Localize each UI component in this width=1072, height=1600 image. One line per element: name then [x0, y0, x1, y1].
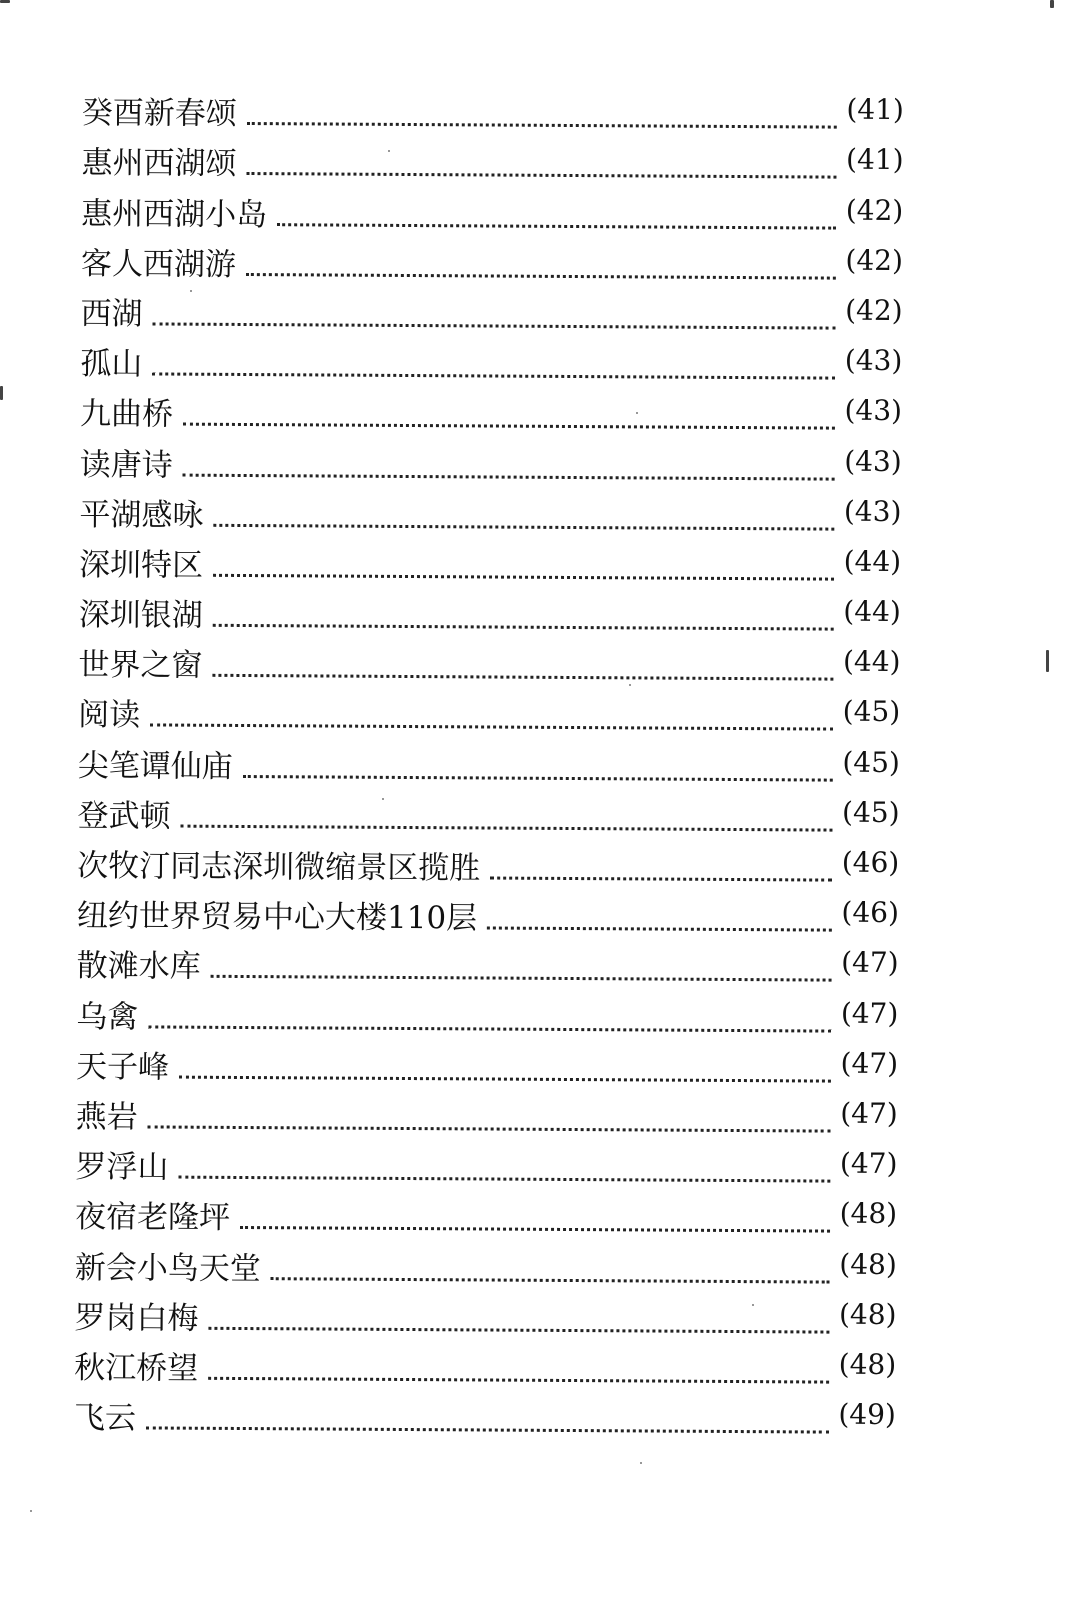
toc-dot-leader — [246, 273, 836, 280]
toc-entry-title: 尖笔谭仙庙 — [77, 747, 233, 785]
toc-entry-title: 读唐诗 — [79, 446, 173, 484]
toc-entry — [80, 339, 902, 394]
toc-dot-leader — [487, 927, 831, 932]
toc-entry — [76, 1092, 898, 1147]
toc-dot-leader — [211, 975, 832, 982]
toc-entry-title: 癸酉新春颂 — [81, 95, 237, 133]
toc-entry-page-number: (43) — [844, 393, 903, 428]
toc-entry-page-number: (44) — [843, 594, 901, 629]
toc-entry — [80, 439, 902, 494]
toc-entry — [74, 1292, 896, 1347]
toc-entry-page-number: (47) — [840, 1096, 898, 1130]
toc-dot-leader — [240, 1226, 830, 1233]
toc-entry-page-number: (41) — [845, 143, 904, 177]
speck — [30, 1510, 32, 1512]
toc-entry — [79, 489, 901, 544]
toc-entry — [74, 1393, 896, 1448]
toc-entry-title: 飞云 — [73, 1400, 136, 1437]
toc-entry-title: 新会小鸟天堂 — [74, 1249, 261, 1287]
toc-entry-title: 乌禽 — [76, 998, 139, 1035]
toc-entry-page-number: (42) — [845, 193, 904, 227]
toc-dot-leader — [150, 724, 833, 731]
toc-entry-title: 罗岗白梅 — [74, 1299, 199, 1337]
toc-entry — [76, 941, 898, 996]
scan-edge-mark-top-right — [1050, 0, 1054, 8]
toc-entry-title: 罗浮山 — [75, 1149, 169, 1186]
toc-entry — [77, 841, 899, 896]
toc-entry-title: 惠州西湖颂 — [81, 145, 237, 183]
toc-dot-leader — [277, 223, 836, 229]
scan-edge-mark-top-left — [0, 0, 10, 3]
toc-entry — [81, 239, 903, 294]
toc-dot-leader — [213, 523, 834, 530]
toc-entry-title: 散滩水库 — [76, 948, 201, 986]
toc-entry — [75, 1242, 897, 1297]
toc-entry-title: 深圳银湖 — [78, 597, 203, 634]
toc-dot-leader — [183, 473, 835, 480]
toc-entry — [75, 1192, 897, 1247]
toc-entry-page-number: (47) — [840, 1046, 899, 1080]
speck — [640, 1462, 642, 1464]
toc-entry — [82, 88, 904, 143]
toc-entry-page-number: (43) — [844, 444, 902, 478]
toc-entry-title: 天子峰 — [75, 1048, 170, 1086]
toc-entry-page-number: (45) — [842, 695, 901, 729]
toc-entry-page-number: (48) — [839, 1196, 898, 1231]
toc-dot-leader — [246, 172, 836, 179]
toc-entry — [78, 640, 900, 695]
toc-entry-title: 夜宿老隆坪 — [74, 1199, 231, 1237]
toc-entry — [74, 1343, 896, 1398]
toc-entry — [80, 389, 902, 444]
toc-entry — [79, 590, 901, 645]
toc-dot-leader — [178, 1176, 830, 1183]
toc-dot-leader — [152, 373, 835, 380]
toc-entry — [80, 289, 902, 344]
toc-entry-title: 客人西湖游 — [80, 245, 237, 283]
toc-entry-page-number: (45) — [842, 745, 900, 779]
toc-dot-leader — [271, 1277, 830, 1283]
toc-entry-page-number: (47) — [841, 946, 899, 980]
toc-entry-title: 西湖 — [80, 295, 143, 333]
toc-entry-page-number: (41) — [846, 92, 904, 127]
toc-entry-title: 九曲桥 — [79, 396, 174, 433]
scan-edge-mark-right — [1046, 650, 1049, 672]
toc-entry-page-number: (42) — [845, 293, 903, 327]
toc-dot-leader — [208, 1326, 829, 1333]
toc-dot-leader — [213, 624, 834, 631]
toc-entry-title: 惠州西湖小岛 — [81, 195, 268, 233]
toc-dot-leader — [213, 574, 834, 581]
toc-entry-page-number: (47) — [839, 1146, 898, 1181]
toc-entry — [76, 991, 898, 1046]
toc-entry — [81, 138, 903, 193]
toc-entry-page-number: (49) — [838, 1397, 897, 1432]
toc-entry-title: 世界之窗 — [78, 647, 203, 684]
toc-entry — [79, 540, 901, 595]
toc-entry — [77, 791, 899, 846]
toc-entry-title: 阅读 — [78, 697, 141, 734]
toc-dot-leader — [212, 674, 833, 681]
toc-entry-title: 次牧汀同志深圳微缩景区揽胜 — [77, 847, 481, 887]
toc-entry-title: 孤山 — [80, 346, 143, 383]
toc-dot-leader — [243, 775, 833, 782]
table-of-contents — [74, 88, 904, 1448]
toc-entry — [77, 891, 899, 946]
toc-entry-page-number: (44) — [843, 544, 902, 578]
toc-dot-leader — [146, 1426, 829, 1433]
toc-dot-leader — [183, 423, 835, 430]
toc-entry-page-number: (44) — [842, 644, 901, 679]
toc-entry — [76, 1042, 898, 1097]
toc-entry-page-number: (42) — [845, 243, 904, 277]
toc-dot-leader — [179, 1075, 831, 1082]
toc-entry — [81, 188, 903, 243]
scan-edge-mark-left — [0, 386, 3, 400]
toc-entry-page-number: (45) — [842, 795, 900, 829]
toc-dot-leader — [148, 1025, 831, 1032]
toc-entry-page-number: (48) — [838, 1297, 897, 1331]
toc-entry — [78, 740, 900, 795]
toc-entry — [75, 1142, 897, 1197]
toc-entry-title: 秋江桥望 — [74, 1349, 199, 1387]
toc-dot-leader — [153, 322, 836, 329]
toc-entry-title: 登武顿 — [77, 797, 171, 835]
toc-entry-title: 纽约世界贸易中心大楼110层 — [76, 898, 478, 937]
toc-dot-leader — [148, 1125, 831, 1132]
toc-dot-leader — [208, 1377, 829, 1384]
toc-entry-title: 深圳特区 — [78, 546, 204, 584]
toc-entry-page-number: (48) — [838, 1347, 897, 1381]
toc-entry-page-number: (46) — [841, 895, 900, 930]
toc-entry-page-number: (48) — [839, 1247, 897, 1281]
toc-entry-page-number: (47) — [840, 996, 899, 1030]
toc-entry-page-number: (43) — [843, 494, 902, 528]
toc-entry-page-number: (46) — [841, 845, 900, 880]
toc-entry-title: 燕岩 — [75, 1098, 138, 1136]
toc-dot-leader — [247, 122, 837, 129]
toc-entry-title: 平湖感咏 — [79, 496, 204, 534]
toc-entry — [78, 690, 900, 745]
toc-dot-leader — [180, 824, 832, 831]
toc-entry-page-number: (43) — [844, 343, 903, 378]
toc-dot-leader — [490, 877, 832, 882]
